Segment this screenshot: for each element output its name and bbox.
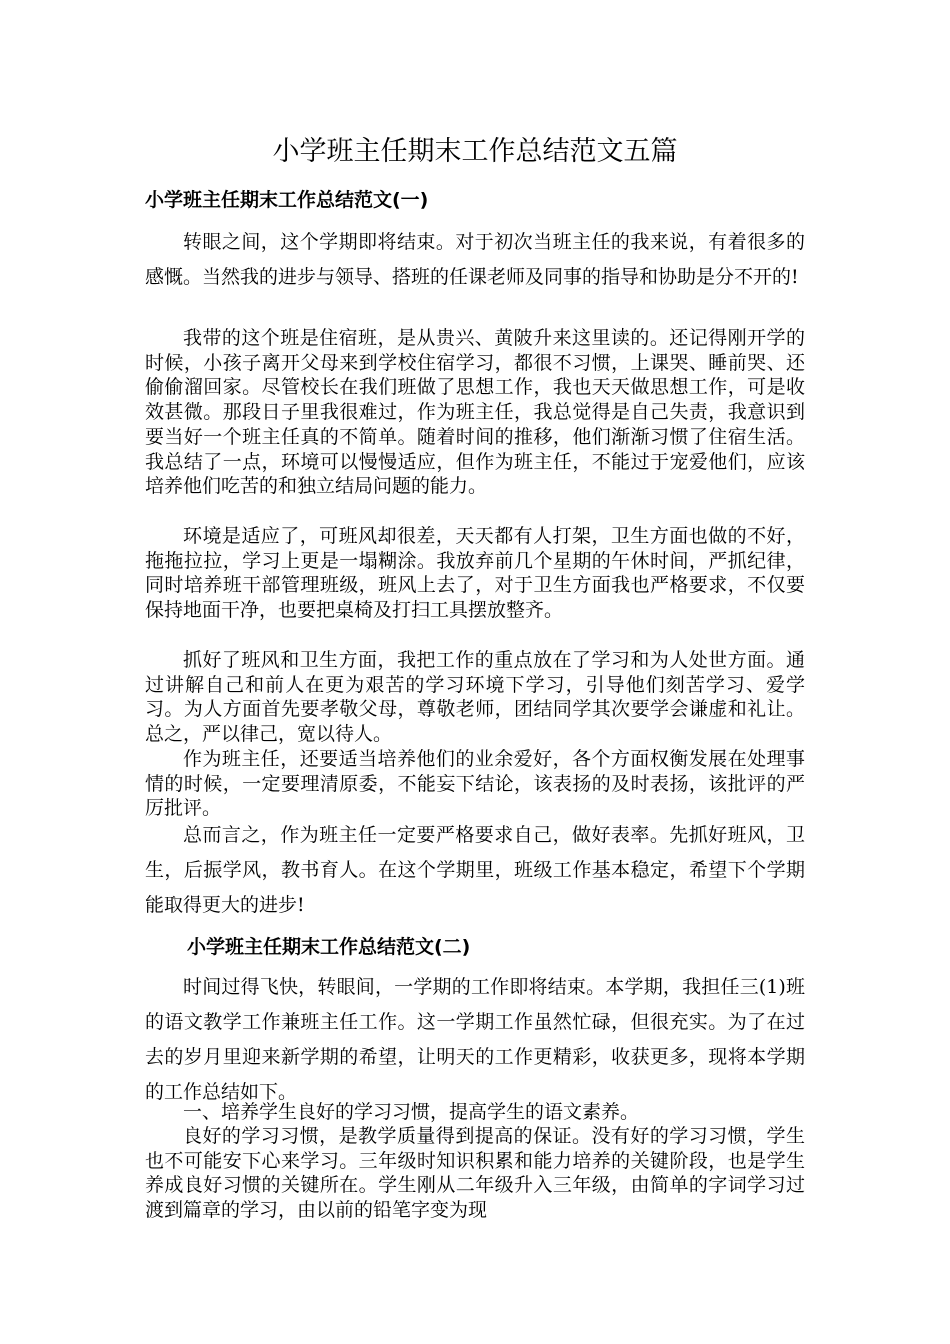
section-heading-2: 小学班主任期末工作总结范文(二) <box>187 936 471 958</box>
paragraph: 一、培养学生良好的学习习惯，提高学生的语文素养。 <box>183 1101 640 1123</box>
paragraph: 转眼之间，这个学期即将结束。对于初次当班主任的我来说，有着很多的感慨。当然我的进步与领导、搭班的任课老师及同事的指导和协助是分不开的! <box>145 231 805 288</box>
paragraph: 我带的这个班是住宿班，是从贵兴、黄陂升来这里读的。还记得刚开学的时候，小孩子离开父母来到学校住宿学习，都很不习惯，上课哭、睡前哭、还偷偷溜回家。尽管校长在我们班做了思想工作，我也天天做思想工作，可是收效甚微。那段日子里我很难过，作为班主任，我总觉得是自己失责，我意识到要当好一个班主任真的不简单。随着时间的推移，他们渐渐习惯了住宿生活。我总结了一点，环境可以慢慢适应，但作为班主任，不能过于宠爱他们，应该培养他们吃苦的和独立结局问题的能力。 <box>145 327 805 498</box>
paragraph: 抓好了班风和卫生方面，我把工作的重点放在了学习和为人处世方面。通过讲解自己和前人在更为艰苦的学习环境下学习，引导他们刻苦学习、爱学习。为人方面首先要孝敬父母，尊敬老师，团结同学其次要学会谦虚和礼让。总之，严以律己，宽以待人。 <box>145 649 805 746</box>
paragraph: 良好的学习习惯，是教学质量得到提高的保证。没有好的学习习惯，学生也不可能安下心来学习。三年级时知识积累和能力培养的关键阶段，也是学生养成良好习惯的关键所在。学生刚从二年级升入三年级，由简单的字词学习过渡到篇章的学习，由以前的铅笔字变为现 <box>145 1125 805 1222</box>
section-heading-1: 小学班主任期末工作总结范文(一) <box>145 189 429 211</box>
paragraph: 总而言之，作为班主任一定要严格要求自己，做好表率。先抓好班风，卫生，后振学风，教书育人。在这个学期里，班级工作基本稳定，希望下个学期能取得更大的进步! <box>145 824 805 916</box>
document-title: 小学班主任期末工作总结范文五篇 <box>272 136 678 167</box>
paragraph: 时间过得飞快，转眼间，一学期的工作即将结束。本学期，我担任三(1)班的语文教学工作兼班主任工作。这一学期工作虽然忙碌，但很充实。为了在过去的岁月里迎来新学期的希望，让明天的工作更精彩，收获更多，现将本学期的工作总结如下。 <box>145 976 805 1103</box>
paragraph: 作为班主任，还要适当培养他们的业余爱好，各个方面权衡发展在处理事情的时候，一定要理清原委，不能妄下结论，该表扬的及时表扬，该批评的严厉批评。 <box>145 748 805 820</box>
paragraph: 环境是适应了，可班风却很差，天天都有人打架，卫生方面也做的不好，拖拖拉拉，学习上更是一塌糊涂。我放弃前几个星期的午休时间，严抓纪律，同时培养班干部管理班级，班风上去了，对于卫生方面我也严格要求，不仅要保持地面干净，也要把桌椅及打扫工具摆放整齐。 <box>145 525 805 622</box>
